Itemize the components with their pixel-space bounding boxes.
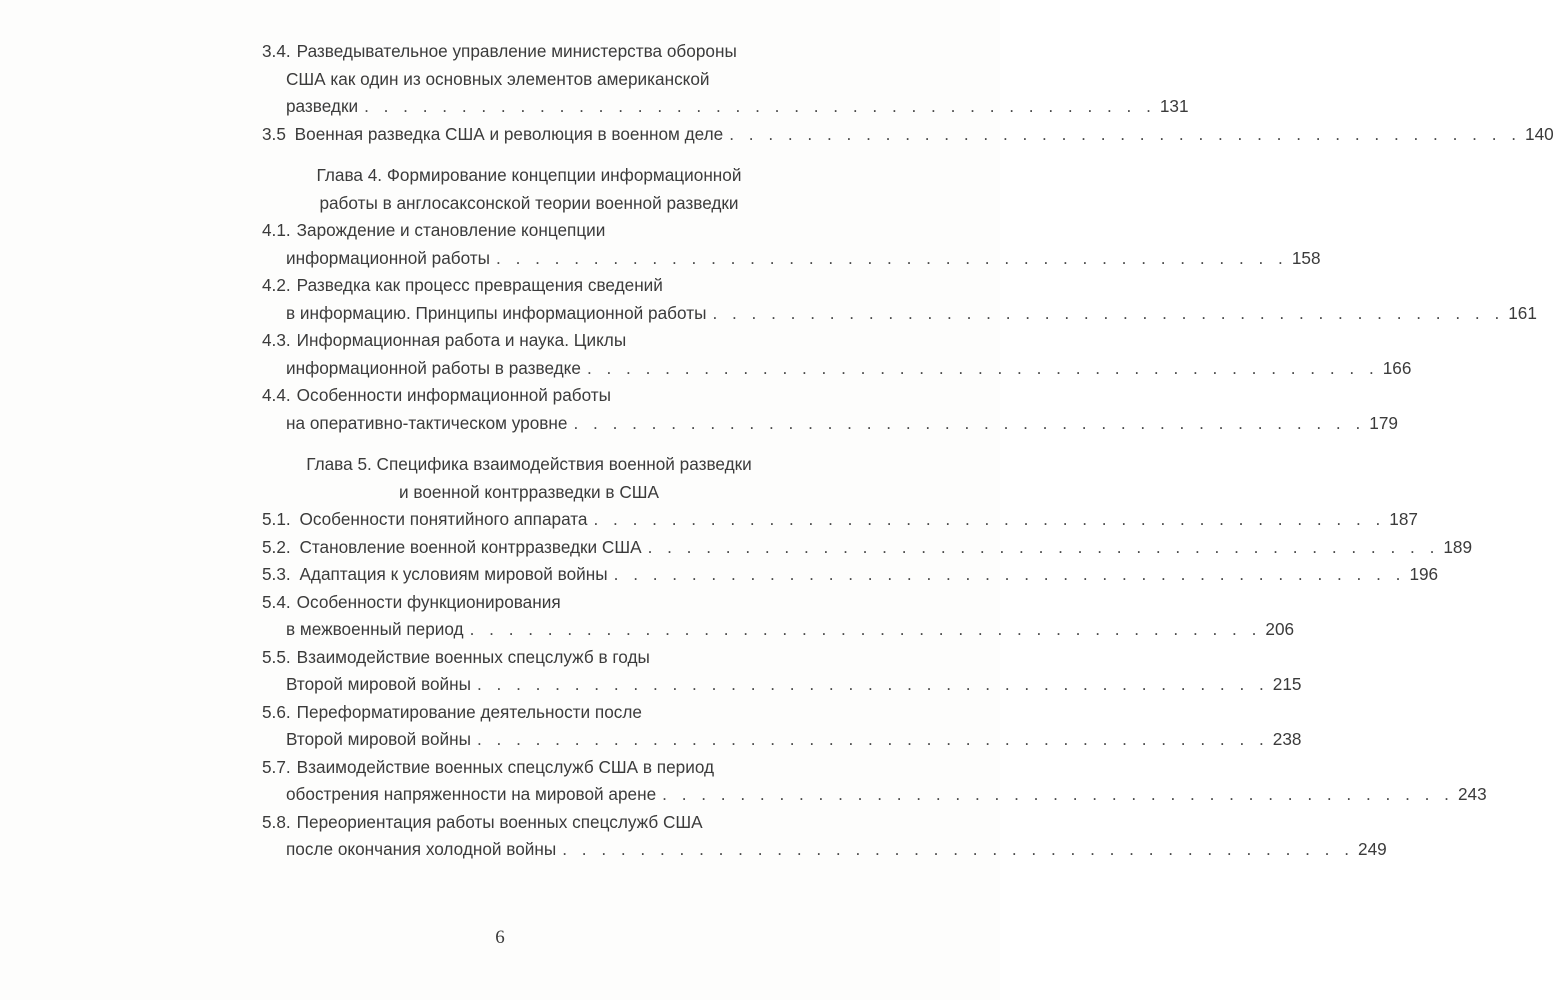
chapter-4-title-line-2: работы в англосаксонской теории военной разведки (319, 192, 739, 213)
dot-leader: . . . . . . . . . . . . . . . . . . . . . . . . . . . . . . . . . . . . . . . . . (586, 357, 1379, 378)
toc-entry (262, 327, 1412, 382)
dot-leader: . . . . . . . . . . . . . . . . . . . . . . . . . . . . . . . . . . . . . . . . . (712, 302, 1505, 323)
toc-entry-number: 4.1. (262, 220, 291, 240)
dot-leader: . . . . . . . . . . . . . . . . . . . . . . . . . . . . . . . . . . . . . . . . . (562, 839, 1355, 859)
toc-entry-number: 5.5. (262, 646, 291, 667)
toc-entry-title-text: в информацию. Принципы информационной работы (286, 302, 707, 323)
toc-entry-page: 206 (1265, 619, 1295, 639)
toc-entry-page: 243 (1457, 784, 1487, 804)
toc-entry-last-line (262, 245, 1321, 273)
toc-entry-title-text: Переориентация работы военных спецслужб США (296, 811, 703, 832)
toc-entry-title-line: США как один из основных элементов американской (286, 68, 710, 89)
toc-entry-page: 215 (1272, 674, 1302, 694)
toc-entry-title-text: Взаимодействие военных спецслужб в годы (296, 646, 650, 667)
dot-leader: . . . . . . . . . . . . . . . . . . . . . . . . . . . . . . . . . . . . . . . . . (364, 96, 1156, 116)
toc-entry-title-text: информационной работы (286, 247, 491, 268)
toc-entry-number: 5.8. (262, 811, 291, 832)
dot-leader: . . . . . . . . . . . . . . . . . . . . . . . . . . . . . . . . . . . . . . . . . (613, 564, 1406, 584)
toc-entry-title-text: Второй мировой войны (286, 729, 471, 749)
toc-entry-number: 5.6. (262, 701, 291, 722)
toc-entry-last-line (262, 836, 1387, 864)
toc-entry-title-text: информационной работы в разведке (286, 357, 581, 378)
toc-entry-title-text: в межвоенный период (286, 619, 464, 639)
toc-entry-title-text: обострения напряженности на мировой арене (286, 784, 657, 804)
toc-entry-title-line (262, 327, 796, 355)
toc-entry-last-line (262, 671, 1302, 699)
toc-entry (262, 809, 1387, 864)
toc-entry-title-text: Становление военной контрразведки США (299, 536, 642, 557)
toc-entry-title-line (262, 217, 796, 245)
toc-entry-title-text: Особенности понятийного аппарата (299, 509, 588, 529)
toc-entry-last-line (262, 506, 1418, 534)
toc-entry (262, 121, 1554, 149)
toc-entry-last-line (262, 561, 1439, 589)
toc-section-chapter5 (262, 506, 1487, 864)
toc-entry-page: 249 (1358, 839, 1387, 859)
toc-entry (262, 534, 1473, 562)
toc-entry-last-text (286, 300, 706, 328)
dot-leader: . . . . . . . . . . . . . . . . . . . . . . . . . . . . . . . . . . . . . . . . . (573, 412, 1366, 433)
dot-leader: . . . . . . . . . . . . . . . . . . . . . . . . . . . . . . . . . . . . . . . . . (476, 729, 1269, 749)
toc-entry-page: 161 (1508, 302, 1537, 323)
toc-entry (262, 506, 1418, 534)
toc-entry-last-text (262, 121, 723, 149)
dot-leader: . . . . . . . . . . . . . . . . . . . . . . . . . . . . . . . . . . . . . . . . . (476, 674, 1269, 694)
toc-entry-page: 189 (1443, 536, 1473, 557)
toc-entry (262, 754, 1487, 809)
toc-entry-number: 5.1. (262, 509, 296, 529)
toc-entry (262, 589, 1295, 644)
toc-entry-title-text: Переформатирование деятельности после (296, 701, 642, 722)
toc-entry-title-text: Разведывательное управление министерства обороны (296, 41, 737, 61)
toc-entry (262, 217, 1321, 272)
toc-entry-last-text (286, 616, 464, 644)
toc-section-chapter4 (262, 217, 1537, 437)
table-of-contents (262, 38, 1554, 864)
toc-entry-title-text: после окончания холодной войны (286, 839, 557, 859)
dot-leader: . . . . . . . . . . . . . . . . . . . . . . . . . . . . . . . . . . . . . . . . . (593, 509, 1386, 529)
toc-entry-page: 131 (1159, 96, 1189, 116)
toc-entry-last-text (286, 245, 490, 273)
toc-entry-last-line (262, 93, 1189, 121)
toc-entry-title-line (262, 382, 796, 410)
toc-entry-last-line (262, 410, 1398, 438)
toc-entry-title-text: Второй мировой войны (286, 674, 471, 694)
toc-entry-last-line (262, 355, 1412, 383)
dot-leader: . . . . . . . . . . . . . . . . . . . . . . . . . . . . . . . . . . . . . . . . . (662, 784, 1454, 804)
toc-entry-page: 140 (1525, 123, 1554, 144)
toc-entry-title-text: Адаптация к условиям мировой войны (299, 564, 608, 584)
toc-entry-title-line (262, 699, 796, 727)
toc-entry-title-text: разведки (286, 96, 359, 116)
toc-entry-page: 158 (1291, 247, 1321, 268)
toc-entry-last-text (286, 836, 556, 864)
toc-entry-last-line (262, 121, 1554, 149)
toc-entry (262, 699, 1302, 754)
toc-entry-title-line (262, 589, 796, 617)
toc-entry-number: 4.3. (262, 330, 291, 350)
chapter-4-title-line-1: Глава 4. Формирование концепции информационной (316, 165, 742, 185)
toc-entry-number: 5.7. (262, 756, 291, 777)
toc-entry-title-text: Взаимодействие военных спецслужб США в период (296, 756, 715, 777)
toc-entry-page: 187 (1389, 509, 1418, 529)
toc-entry-page: 166 (1382, 357, 1412, 378)
toc-entry-title-text: Особенности функционирования (296, 591, 561, 612)
toc-entry-title-text: Особенности информационной работы (296, 385, 611, 405)
toc-entry-last-text (262, 534, 642, 562)
toc-entry-title-text: на оперативно-тактическом уровне (286, 412, 568, 433)
toc-entry-title-line (262, 272, 796, 300)
toc-entry-page: 238 (1272, 729, 1302, 749)
toc-entry-last-text (286, 410, 567, 438)
toc-entry-last-text (262, 506, 588, 534)
toc-entry-last-line (262, 300, 1537, 328)
toc-entry-title-line (262, 809, 796, 837)
toc-entry-title-text: Информационная работа и наука. Циклы (296, 330, 627, 350)
toc-entry-page: 179 (1369, 412, 1398, 433)
toc-entry-title-line (262, 38, 796, 66)
toc-entry-number: 5.3. (262, 564, 296, 584)
toc-entry-last-line (262, 534, 1473, 562)
toc-entry-last-text (286, 726, 471, 754)
toc-section-chapter3-tail (262, 38, 1554, 148)
toc-entry-last-text (286, 671, 471, 699)
toc-entry-last-line (262, 781, 1487, 809)
toc-entry (262, 644, 1302, 699)
toc-entry-last-text (286, 781, 656, 809)
page-number: 6 (495, 927, 505, 948)
toc-entry-page: 196 (1409, 564, 1439, 584)
dot-leader: . . . . . . . . . . . . . . . . . . . . . . . . . . . . . . . . . . . . . . . . . (729, 123, 1522, 144)
toc-entry-number: 5.4. (262, 591, 291, 612)
toc-entry-last-text (286, 93, 358, 121)
toc-entry-last-line (262, 616, 1295, 644)
toc-entry-number: 3.5 (262, 123, 291, 144)
toc-entry-number: 4.4. (262, 385, 291, 405)
toc-entry-title-line (262, 644, 796, 672)
toc-entry-title-text: Военная разведка США и революция в военном деле (294, 123, 724, 144)
toc-entry (262, 382, 1398, 437)
toc-entry-title-text: Разведка как процесс превращения сведений (296, 275, 663, 295)
toc-entry-title-text: Зарождение и становление концепции (296, 220, 606, 240)
dot-leader: . . . . . . . . . . . . . . . . . . . . . . . . . . . . . . . . . . . . . . . . . (496, 247, 1288, 268)
toc-entry (262, 561, 1439, 589)
toc-entry-number: 5.2. (262, 536, 296, 557)
chapter-5-title-line-2: и военной контрразведки в США (399, 481, 659, 502)
toc-entry-last-text (262, 561, 608, 589)
toc-entry-last-line (262, 726, 1302, 754)
toc-entry-title-line (262, 754, 796, 782)
toc-entry-last-text (286, 355, 581, 383)
dot-leader: . . . . . . . . . . . . . . . . . . . . . . . . . . . . . . . . . . . . . . . . . (469, 619, 1262, 639)
toc-entry-number: 3.4. (262, 41, 291, 61)
toc-entry (262, 38, 1189, 121)
toc-entry (262, 272, 1537, 327)
dot-leader: . . . . . . . . . . . . . . . . . . . . . . . . . . . . . . . . . . . . . . . . . (647, 536, 1440, 557)
chapter-5-title-line-1: Глава 5. Специфика взаимодействия военной разведки (306, 454, 752, 474)
toc-entry-number: 4.2. (262, 275, 291, 295)
